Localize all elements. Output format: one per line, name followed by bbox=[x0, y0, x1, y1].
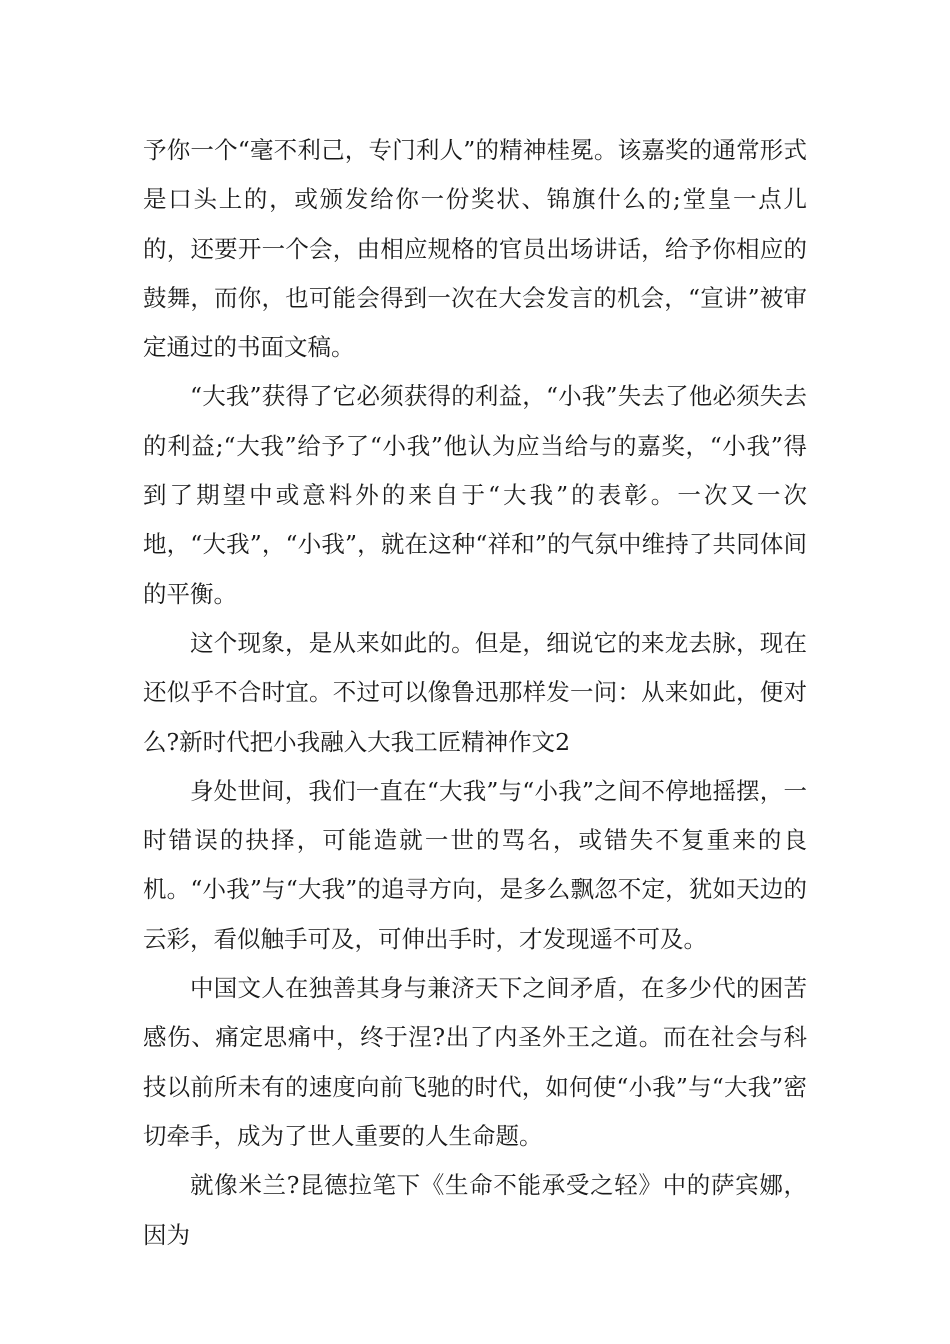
paragraph-6: 就像米兰?昆德拉笔下《生命不能承受之轻》中的萨宾娜，因为 bbox=[143, 1171, 807, 1249]
paragraph-3: 这个现象，是从来如此的。但是，细说它的来龙去脉，现在还似乎不合时宜。不过可以像鲁迅那样发一问：从来如此，便对么?新时代把小我融入大我工匠精神作文2 bbox=[143, 628, 807, 756]
paragraph-1: 予你一个“毫不利己，专门利人”的精神桂冕。该嘉奖的通常形式是口头上的，或颁发给你一份奖状、锦旗什么的;堂皇一点儿的，还要开一个会，由相应规格的官员出场讲话，给予你相应的鼓舞，而你，也可能会得到一次在大会发言的机会，“宣讲”被审定通过的书面文稿。 bbox=[143, 136, 807, 362]
paragraph-2: “大我”获得了它必须获得的利益，“小我”失去了他必须失去的利益;“大我”给予了“小我”他认为应当给与的嘉奖，“小我”得到了期望中或意料外的来自于“大我”的表彰。一次又一次地，“大我”，“小我”，就在这种“祥和”的气氛中维持了共同体间的平衡。 bbox=[143, 382, 807, 608]
document-body bbox=[143, 126, 807, 1260]
paragraph-5: 中国文人在独善其身与兼济天下之间矛盾，在多少代的困苦感伤、痛定思痛中，终于涅?出了内圣外王之道。而在社会与科技以前所未有的速度向前飞驰的时代，如何使“小我”与“大我”密切牵手，成为了世人重要的人生命题。 bbox=[143, 974, 807, 1150]
paragraph-4: 身处世间，我们一直在“大我”与“小我”之间不停地摇摆，一时错误的抉择，可能造就一世的骂名，或错失不复重来的良机。“小我”与“大我”的追寻方向，是多么飘忽不定，犹如天边的云彩，看似触手可及，可伸出手时，才发现遥不可及。 bbox=[143, 776, 807, 953]
